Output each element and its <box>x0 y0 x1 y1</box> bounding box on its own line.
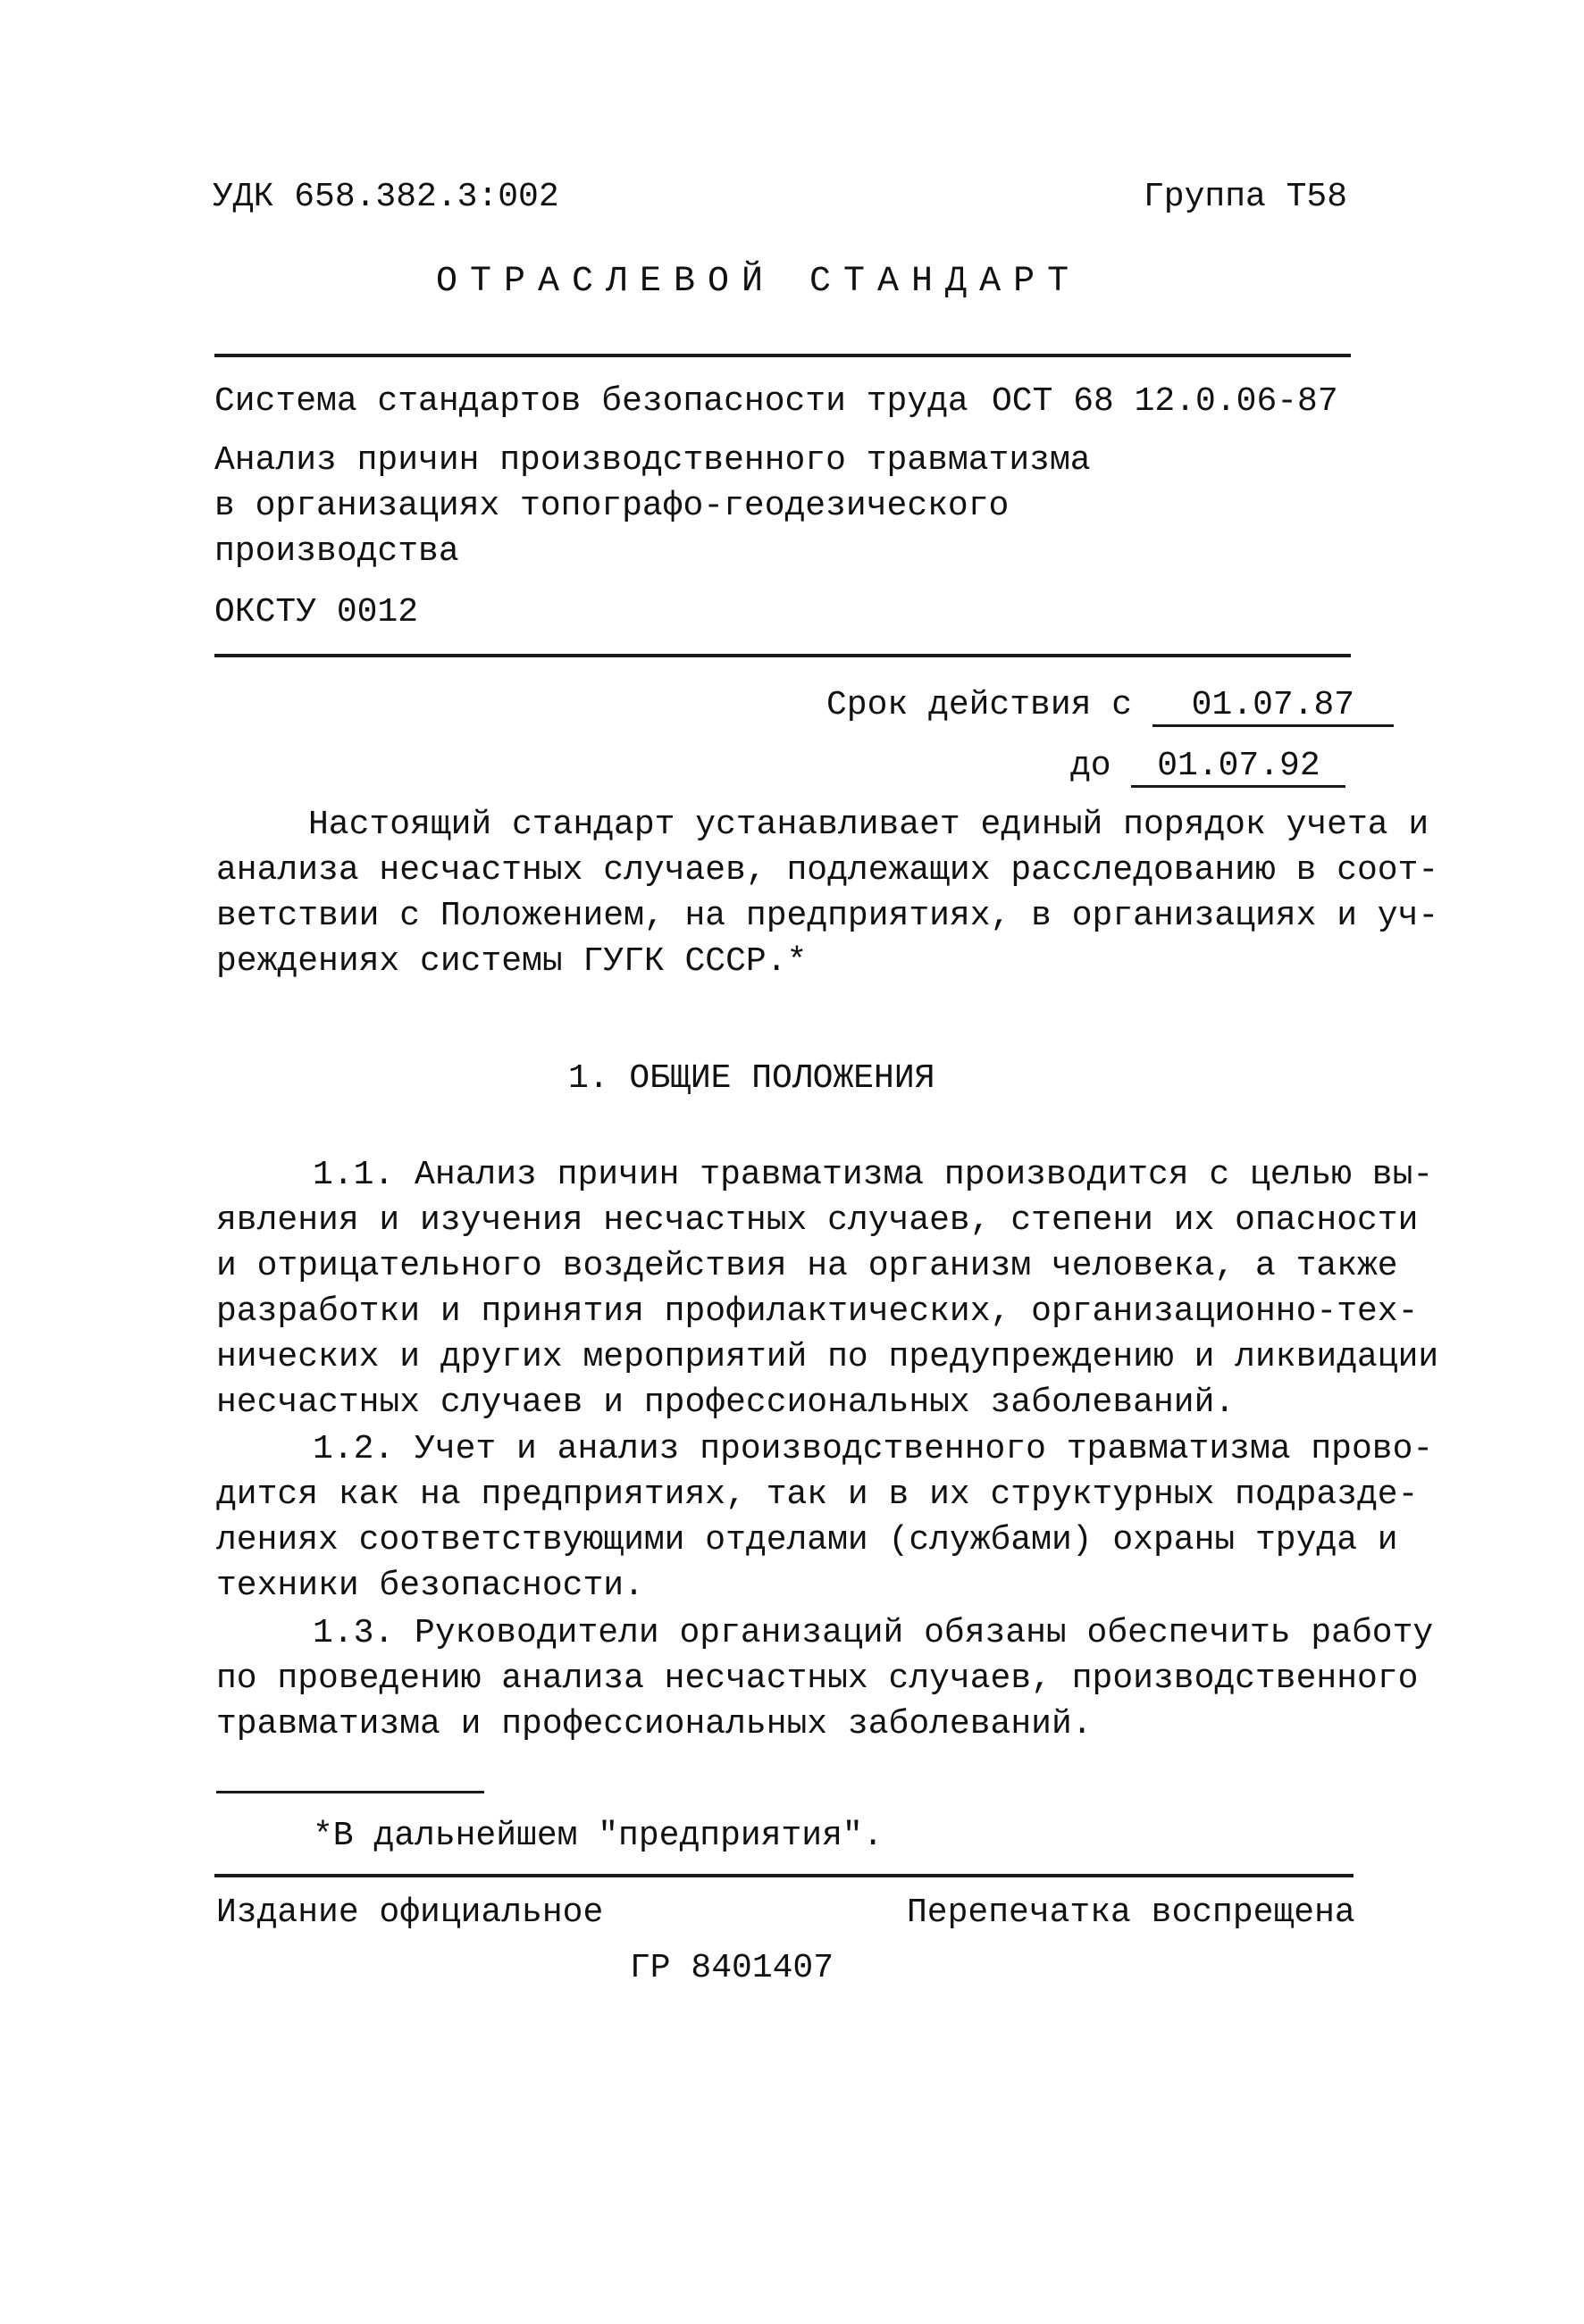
paragraph-line: явления и изучения несчастных случаев, степени их опасности <box>216 1201 1419 1240</box>
paragraph-line: нических и других мероприятий по предупреждению и ликвидации <box>216 1338 1439 1376</box>
standard-title-line: Анализ причин производственного травматизма <box>214 441 1091 480</box>
section-title: 1. ОБЩИЕ ПОЛОЖЕНИЯ <box>568 1059 935 1098</box>
standard-title-line: производства <box>214 532 459 571</box>
standard-title-line: в организациях топографо-геодезического <box>214 487 1010 525</box>
paragraph-line: травматизма и профессиональных заболеваний. <box>216 1705 1093 1743</box>
paragraph-line: несчастных случаев и профессиональных заболеваний. <box>216 1384 1236 1422</box>
footnote: *В дальнейшем "предприятия". <box>313 1817 884 1855</box>
intro-line: реждениях системы ГУГК СССР.* <box>216 942 808 981</box>
standards-system: Система стандартов безопасности труда <box>214 382 968 421</box>
udk-code: УДК 658.382.3:002 <box>213 178 559 216</box>
footnote-rule <box>216 1791 484 1793</box>
paragraph-line: лениях соответствующими отделами (службами) охраны труда и <box>216 1521 1398 1559</box>
intro-line: Настоящий стандарт устанавливает единый порядок учета и <box>308 806 1429 844</box>
standard-code: ОСТ 68 12.0.06-87 <box>992 382 1338 421</box>
paragraph-line: и отрицательного воздействия на организм человека, а также <box>216 1247 1398 1285</box>
intro-line: ветствии с Положением, на предприятиях, в организациях и уч- <box>216 897 1439 935</box>
paragraph-line: по проведению анализа несчастных случаев, производственного <box>216 1659 1419 1698</box>
validity-to-label: до <box>1070 747 1111 785</box>
paragraph-line: 1.1. Анализ причин травматизма производится с целью вы- <box>313 1156 1434 1194</box>
top-rule <box>214 354 1351 357</box>
document-heading: ОТРАСЛЕВОЙ СТАНДАРТ <box>436 262 1082 302</box>
official-edition: Издание официальное <box>216 1893 604 1932</box>
paragraph-line: 1.3. Руководители организаций обязаны обеспечить работу <box>313 1614 1434 1652</box>
validity-from <box>826 682 1394 728</box>
registration-code: ГР 8401407 <box>630 1949 834 1987</box>
paragraph-line: дится как на предприятиях, так и в их структурных подразде- <box>216 1475 1419 1514</box>
reprint-notice: Перепечатка воспрещена <box>907 1893 1355 1932</box>
validity-to-date: 01.07.92 <box>1131 748 1345 788</box>
validity-from-label: Срок действия с <box>826 686 1133 724</box>
footer-rule <box>214 1874 1354 1877</box>
middle-rule <box>214 654 1351 657</box>
okstu-code: ОКСТУ 0012 <box>214 593 419 631</box>
validity-to <box>1070 743 1345 789</box>
group-code: Группа Т58 <box>1144 178 1348 216</box>
intro-line: анализа несчастных случаев, подлежащих расследованию в соот- <box>216 851 1439 890</box>
paragraph-line: разработки и принятия профилактических, организационно-тех- <box>216 1292 1419 1331</box>
validity-from-date: 01.07.87 <box>1152 687 1394 727</box>
paragraph-line: техники безопасности. <box>216 1567 644 1605</box>
paragraph-line: 1.2. Учет и анализ производственного травматизма прово- <box>313 1430 1434 1468</box>
